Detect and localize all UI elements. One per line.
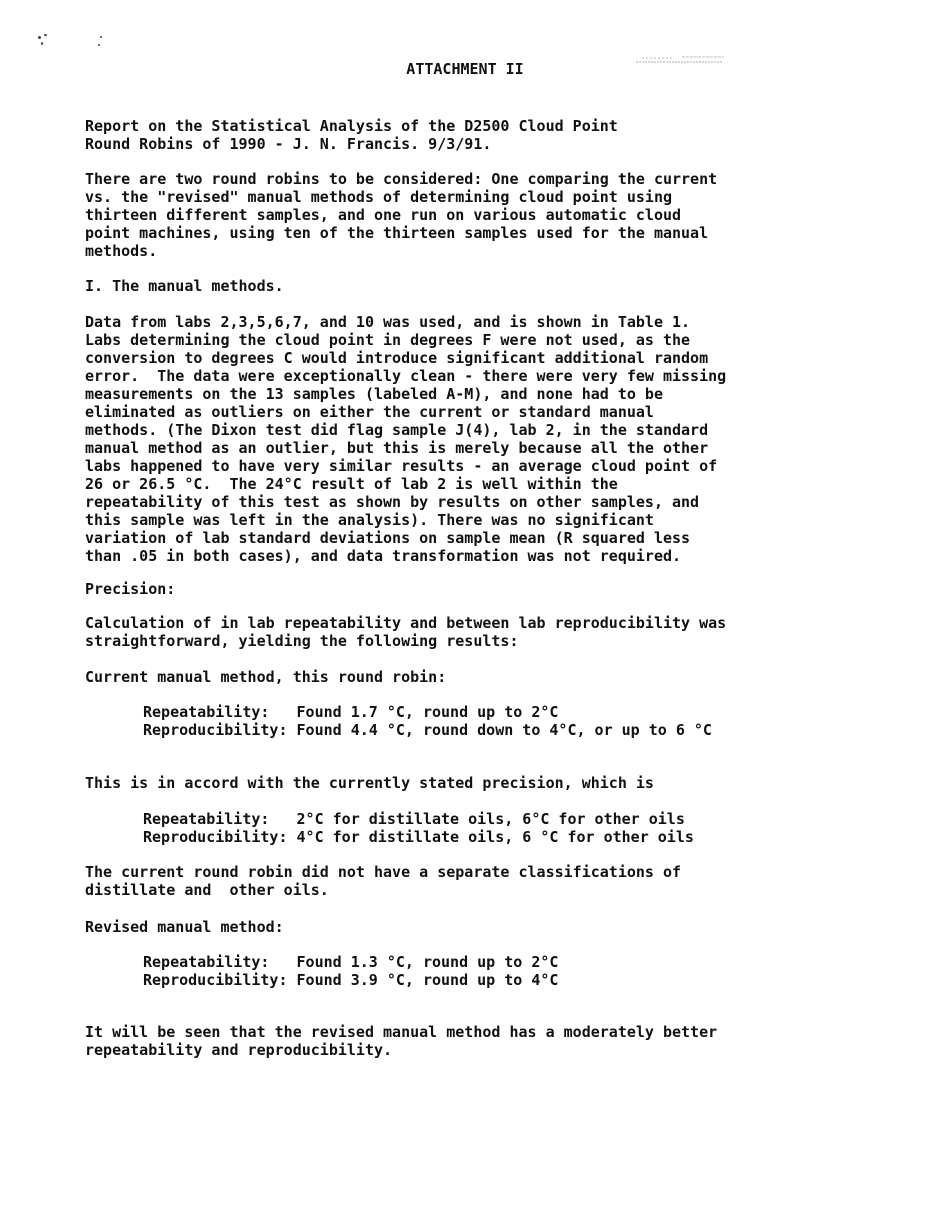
revised-method-heading: Revised manual method: (85, 918, 284, 936)
result-line: Reproducibility: Found 4.4 °C, round down to 4°C, or up to 6 °C (143, 721, 712, 739)
text-line: eliminated as outliers on either the current or standard manual (85, 403, 654, 421)
current-method-heading: Current manual method, this round robin: (85, 668, 447, 686)
report-title-line: Round Robins of 1990 - J. N. Francis. 9/3/91. (85, 135, 492, 153)
text-line: manual method as an outlier, but this is merely because all the other (85, 439, 709, 457)
result-line: Reproducibility: Found 3.9 °C, round up to 4°C (143, 971, 559, 989)
report-title (85, 117, 865, 153)
text-line: than .05 in both cases), and data transformation was not required. (85, 547, 682, 565)
revised-method-results (143, 953, 863, 989)
text-line: conversion to degrees C would introduce significant additional random (85, 349, 709, 367)
attachment-heading: ATTACHMENT II (406, 60, 524, 78)
text-line: There are two round robins to be considered: One comparing the current (85, 170, 718, 188)
result-line: Repeatability: Found 1.3 °C, round up to 2°C (143, 953, 559, 971)
text-line: distillate and other oils. (85, 881, 329, 899)
text-line: labs happened to have very similar results - an average cloud point of (85, 457, 718, 475)
text-line: 26 or 26.5 °C. The 24°C result of lab 2 is well within the (85, 475, 618, 493)
conclusion-paragraph (85, 1023, 865, 1059)
intro-paragraph (85, 170, 865, 260)
text-line: vs. the "revised" manual methods of determining cloud point using (85, 188, 672, 206)
text-line: Calculation of in lab repeatability and between lab reproducibility was (85, 614, 727, 632)
precision-intro-paragraph (85, 614, 865, 650)
text-line: methods. (The Dixon test did flag sample J(4), lab 2, in the standard (85, 421, 709, 439)
text-line: repeatability of this test as shown by results on other samples, and (85, 493, 700, 511)
text-line: Data from labs 2,3,5,6,7, and 10 was used, and is shown in Table 1. (85, 313, 691, 331)
text-line: this sample was left in the analysis). There was no significant (85, 511, 654, 529)
result-line: Repeatability: Found 1.7 °C, round up to 2°C (143, 703, 559, 721)
report-title-line: Report on the Statistical Analysis of the D2500 Cloud Point (85, 117, 618, 135)
text-line: measurements on the 13 samples (labeled A-M), and none had to be (85, 385, 663, 403)
stated-precision-results (143, 810, 863, 846)
text-line: variation of lab standard deviations on sample mean (R squared less (85, 529, 691, 547)
text-line: repeatability and reproducibility. (85, 1041, 393, 1059)
scan-specks (36, 30, 116, 60)
section-heading-manual-methods: I. The manual methods. (85, 277, 284, 295)
text-line: Labs determining the cloud point in degrees F were not used, as the (85, 331, 691, 349)
result-line: Repeatability: 2°C for distillate oils, 6°C for other oils (143, 810, 685, 828)
text-line: point machines, using ten of the thirteen samples used for the manual (85, 224, 709, 242)
text-line: straightforward, yielding the following results: (85, 632, 519, 650)
manual-methods-paragraph (85, 313, 865, 565)
current-method-results (143, 703, 863, 739)
classification-note (85, 863, 865, 899)
text-line: The current round robin did not have a separate classifications of (85, 863, 682, 881)
text-line: methods. (85, 242, 158, 260)
result-line: Reproducibility: 4°C for distillate oils, 6 °C for other oils (143, 828, 694, 846)
accord-statement: This is in accord with the currently stated precision, which is (85, 774, 654, 792)
text-line: error. The data were exceptionally clean - there were very few missing (85, 367, 727, 385)
precision-heading: Precision: (85, 580, 176, 598)
text-line: It will be seen that the revised manual method has a moderately better (85, 1023, 718, 1041)
text-line: thirteen different samples, and one run on various automatic cloud (85, 206, 682, 224)
